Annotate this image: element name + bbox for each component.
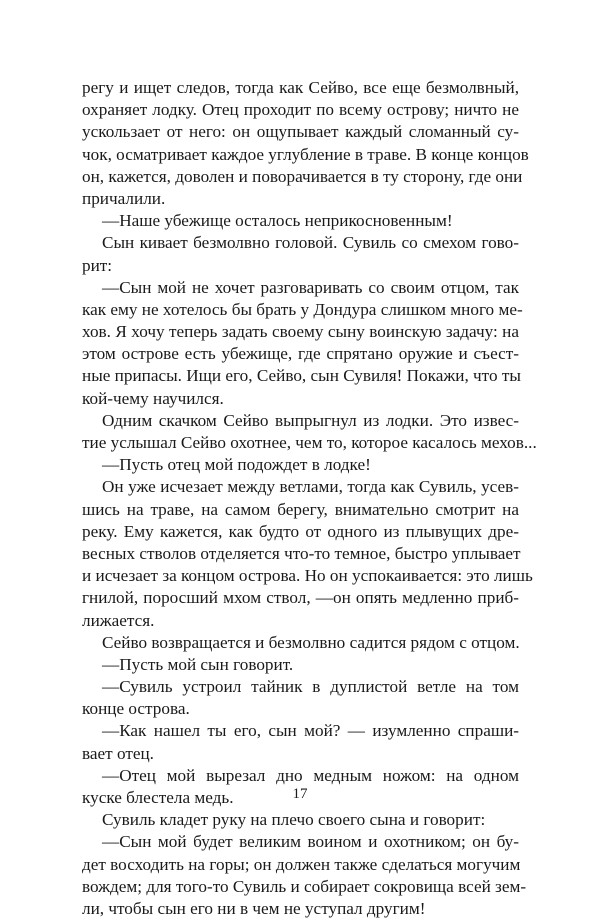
text-line: чок, осматривает каждое углубление в траве. В конце концов (82, 144, 529, 164)
text-line: —Пусть мой сын говорит. (102, 654, 294, 674)
text-line: —Как нашел ты его, сын мой? — изумленно спраши- (102, 721, 519, 741)
text-line: весных стволов отделяется что-то темное, быстро уплывает (82, 543, 521, 563)
text-line: вает отец. (82, 743, 154, 763)
text-line: хов. Я хочу теперь задать своему сыну воинскую задачу: на (82, 322, 519, 342)
text-line: причалили. (82, 188, 166, 208)
text-line: —Наше убежище осталось неприкосновенным! (102, 211, 453, 231)
text-line: ли, чтобы сын его ни в чем не уступал другим! (82, 898, 426, 918)
text-line: —Сын мой не хочет разговаривать со своим отцом, так (102, 277, 519, 297)
text-line: реку. Ему кажется, как будто от одного из плывущих дре- (82, 521, 519, 541)
text-line: рит: (82, 255, 113, 275)
text-line: —Сувиль устроил тайник в дуплистой ветле на том (102, 677, 519, 697)
text-line: —Пусть отец мой подождет в лодке! (102, 455, 371, 475)
text-line: ускользает от него: он ощупывает каждый сломанный су- (82, 122, 519, 142)
text-line: и исчезает за концом острова. Но он успокаивается: это лишь (82, 566, 533, 586)
text-line: Сын кивает безмолвно головой. Сувиль со смехом гово- (102, 233, 519, 253)
text-line: Сувиль кладет руку на плечо своего сына и говорит: (102, 810, 486, 830)
text-line: лижается. (82, 610, 155, 630)
text-line: он, кажется, доволен и поворачивается в ту сторону, где они (82, 166, 523, 186)
text-line: Сейво возвращается и безмолвно садится рядом с отцом. (102, 632, 520, 652)
page-number: 17 (292, 786, 308, 802)
text-line: Одним скачком Сейво выпрыгнул из лодки. Это извес- (102, 410, 519, 430)
text-line: вождем; для того-то Сувиль и собирает сокровища всей зем- (82, 876, 527, 896)
text-line: шись на траве, на самом берегу, внимательно смотрит на (82, 499, 519, 519)
text-line: конце острова. (82, 699, 190, 719)
text-line: тие услышал Сейво охотнее, чем то, которое касалось мехов... (82, 433, 537, 452)
text-line: этом острове есть убежище, где спрятано оружие и съест- (82, 344, 519, 364)
text-line: охраняет лодку. Отец проходит по всему острову; ничто не (82, 100, 519, 120)
text-line: —Сын мой будет великим воином и охотником; он бу- (102, 832, 519, 852)
text-line: кой-чему научился. (82, 388, 224, 408)
text-line: как ему не хотелось бы брать у Дондура слишком много ме- (82, 299, 523, 319)
text-line: ные припасы. Ищи его, Сейво, сын Сувиля! Покажи, что ты (82, 366, 521, 386)
text-line: —Отец мой вырезал дно медным ножом: на одном (102, 765, 519, 785)
text-line: регу и ищет следов, тогда как Сейво, все еще безмолвный, (82, 78, 519, 97)
text-line: дет восходить на горы; он должен также сделаться могучим (82, 854, 521, 874)
text-line: гнилой, поросший мхом ствол, —он опять медленно приб- (82, 588, 519, 608)
text-line: Он уже исчезает между ветлами, тогда как Сувиль, усев- (102, 477, 519, 497)
text-line: куске блестела медь. (82, 788, 234, 807)
